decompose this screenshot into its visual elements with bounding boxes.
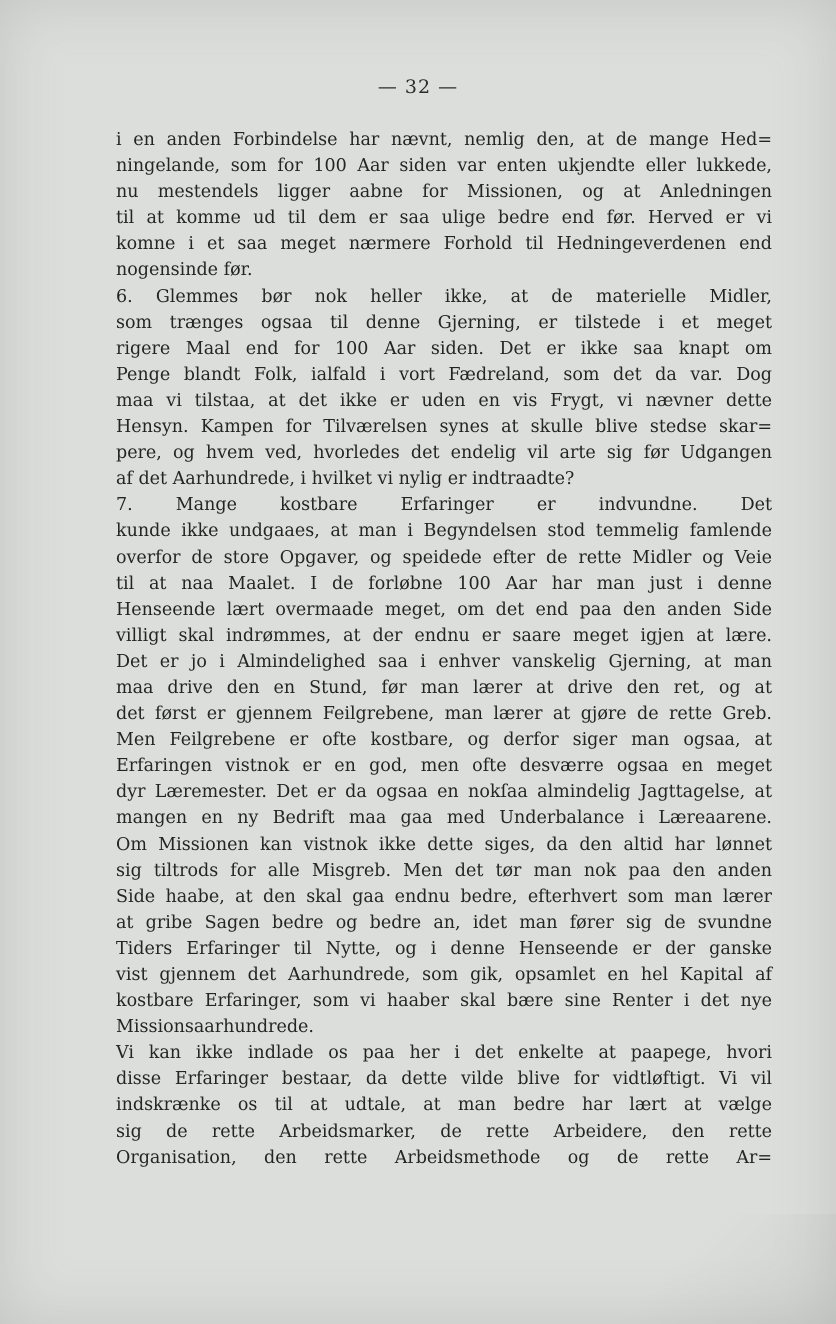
text-line: Side haabe, at den skal gaa endnu bedre, efterhvert som man lærer bbox=[116, 886, 772, 907]
text-line: Hensyn. Kampen for Tilværelsen synes at skulle blive stedse skar= bbox=[116, 417, 772, 438]
text-line: indskrænke os til at udtale, at man bedre har lært at vælge bbox=[116, 1095, 772, 1116]
text-line: til at naa Maalet. I de forløbne 100 Aar har man just i denne bbox=[116, 573, 772, 594]
text-line: nu mestendels ligger aabne for Missionen, og at Anledningen bbox=[116, 182, 772, 203]
page-corner-shadow bbox=[576, 1214, 836, 1324]
text-line: 7. Mange kostbare Erfaringer er indvundne. Det bbox=[116, 495, 772, 516]
text-line: ningelande, som for 100 Aar siden var enten ukjendte eller lukkede, bbox=[116, 156, 772, 177]
text-line: Vi kan ikke indlade os paa her i det enkelte at paapege, hvori bbox=[116, 1043, 772, 1064]
text-line: at gribe Sagen bedre og bedre an, idet man fører sig de svundne bbox=[116, 912, 772, 933]
text-line: kunde ikke undgaaes, at man i Begyndelsen stod temmelig famlende bbox=[116, 521, 772, 542]
text-line: sig de rette Arbeidsmarker, de rette Arbeidere, den rette bbox=[116, 1121, 772, 1142]
text-line: maa drive den en Stund, før man lærer at drive den ret, og at bbox=[116, 677, 772, 698]
text-line: komne i et saa meget nærmere Forhold til Hedningeverdenen end bbox=[116, 234, 772, 255]
text-line: det først er gjennem Feilgrebene, man lærer at gjøre de rette Greb. bbox=[116, 704, 772, 725]
text-line: som trænges ogsaa til denne Gjerning, er tilstede i et meget bbox=[116, 312, 772, 333]
text-line: Missionsaarhundrede. bbox=[116, 1017, 314, 1038]
text-line: Men Feilgrebene er ofte kostbare, og derfor siger man ogsaa, at bbox=[116, 730, 772, 751]
text-line: villigt skal indrømmes, at der endnu er saare meget igjen at lære. bbox=[116, 625, 772, 646]
text-line: Henseende lært overmaade meget, om det end paa den anden Side bbox=[116, 599, 772, 620]
text-line: Penge blandt Folk, ialfald i vort Fædreland, som det da var. Dog bbox=[116, 364, 772, 385]
text-line: kostbare Erfaringer, som vi haaber skal bære sine Renter i det nye bbox=[116, 991, 772, 1012]
text-line: nogensinde før. bbox=[116, 260, 253, 281]
text-line: dyr Læremester. Det er da ogsaa en nokſaa almindelig Jagttagelse, at bbox=[116, 782, 772, 803]
body-text bbox=[116, 127, 772, 1171]
text-line: i en anden Forbindelse har nævnt, nemlig den, at de mange Hed= bbox=[116, 130, 772, 150]
text-line: vist gjennem det Aarhundrede, som gik, opsamlet en hel Kapital af bbox=[116, 965, 772, 985]
text-line: sig tiltrods for alle Misgreb. Men det tør man nok paa den anden bbox=[116, 860, 772, 881]
text-line: pere, og hvem ved, hvorledes det endelig vil arte sig før Udgangen bbox=[116, 443, 772, 464]
text-line: mangen en ny Bedrift maa gaa med Underbalance i Læreaarene. bbox=[116, 808, 772, 829]
text-line: Erfaringen vistnok er en god, men ofte desværre ogsaa en meget bbox=[116, 756, 772, 777]
text-line: til at komme ud til dem er saa ulige bedre end før. Herved er vi bbox=[116, 208, 772, 229]
text-line: Om Missionen kan vistnok ikke dette siges, da den altid har lønnet bbox=[116, 834, 772, 855]
text-line: maa vi tilstaa, at det ikke er uden en vis Frygt, vi nævner dette bbox=[116, 390, 772, 411]
page-number: — 32 — bbox=[377, 76, 459, 98]
text-line: Organisation, den rette Arbeidsmethode og de rette Ar= bbox=[116, 1147, 772, 1168]
text-line: af det Aarhundrede, i hvilket vi nylig er indtraadte? bbox=[116, 469, 575, 490]
text-line: Det er jo i Almindelighed saa i enhver vanskelig Gjerning, at man bbox=[116, 651, 772, 672]
text-line: 6. Glemmes bør nok heller ikke, at de materielle Midler, bbox=[116, 286, 772, 307]
text-line: disse Erfaringer bestaar, da dette vilde blive for vidtløftigt. Vi vil bbox=[116, 1069, 772, 1090]
text-line: Tiders Erfaringer til Nytte, og i denne Henseende er der ganske bbox=[116, 938, 772, 959]
text-line: overfor de store Opgaver, og speidede efter de rette Midler og Veie bbox=[116, 547, 772, 568]
text-line: rigere Maal end for 100 Aar siden. Det er ikke saa knapt om bbox=[116, 338, 772, 359]
